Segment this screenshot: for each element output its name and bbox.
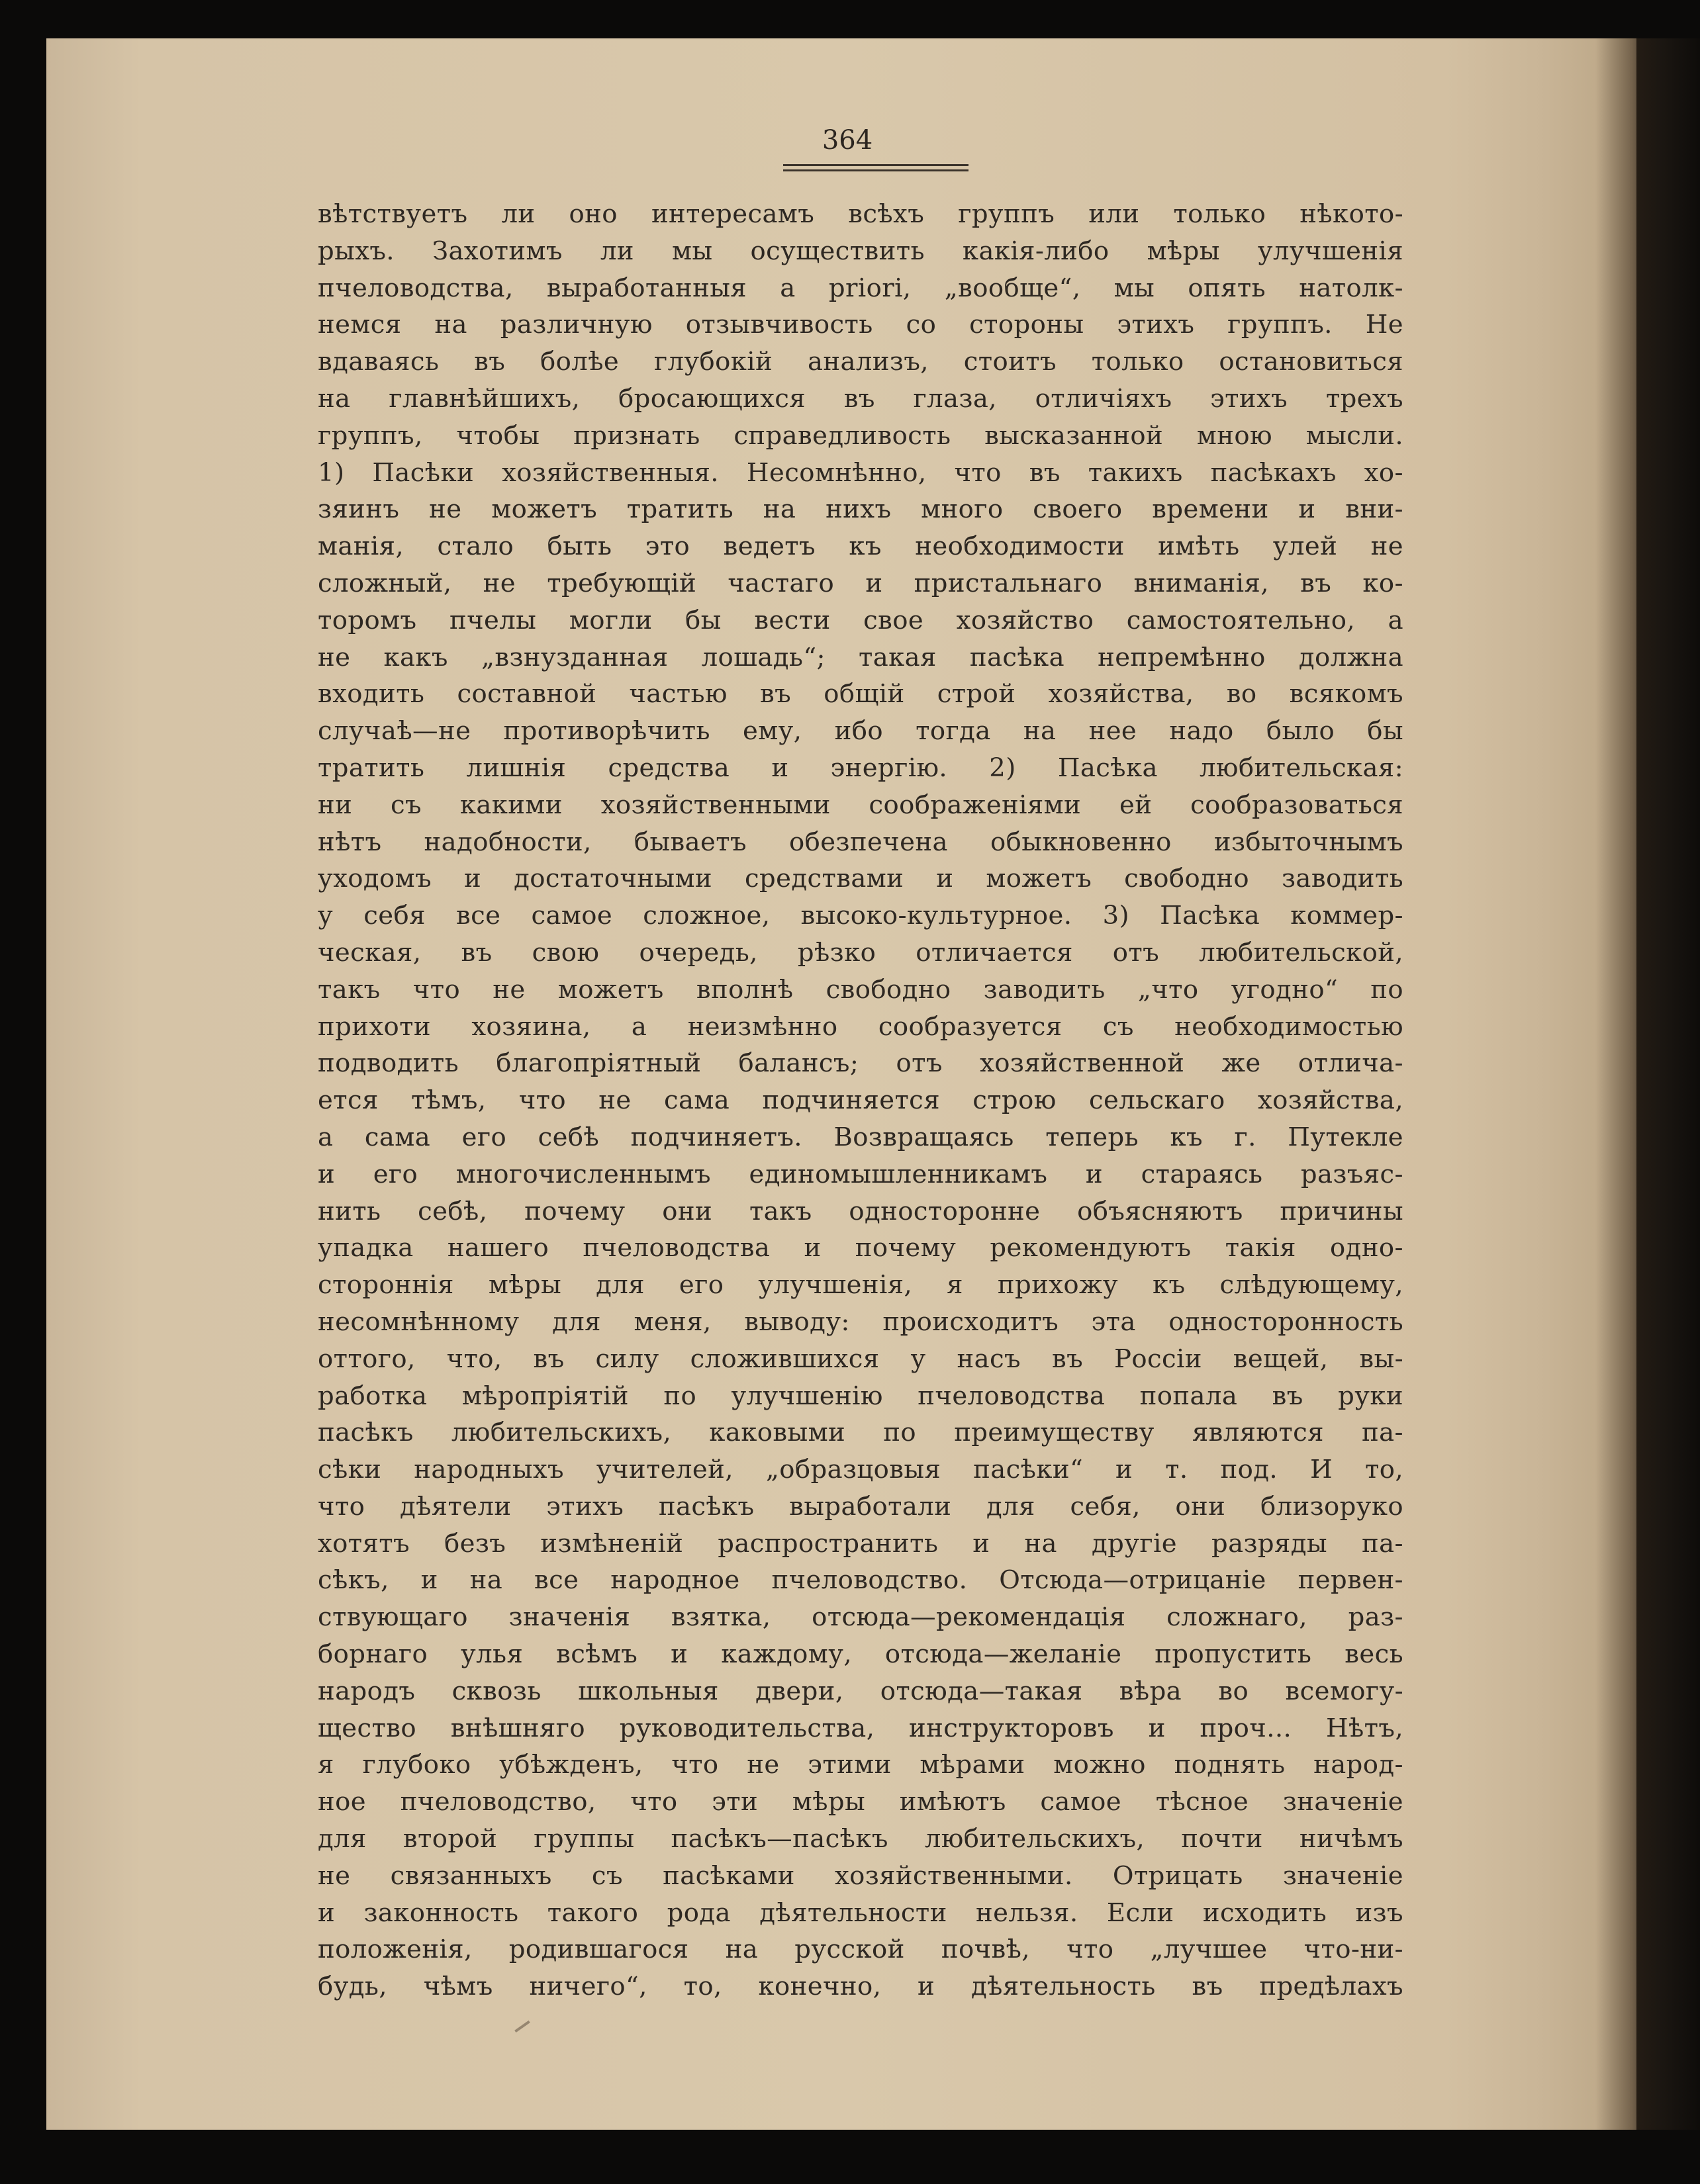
text-line: сѣкъ, и на все народное пчеловодство. Отсюда—отрицаніе первен-	[318, 1565, 1403, 1596]
text-line: для второй группы пасѣкъ—пасѣкъ любительскихъ, почти ничѣмъ	[318, 1824, 1403, 1854]
text-line: стороннія мѣры для его улучшенія, я прихожу къ слѣдующему,	[318, 1270, 1403, 1300]
text-line: оттого, что, въ силу сложившихся у насъ въ Россіи вещей, вы-	[318, 1343, 1403, 1374]
text-line: ется тѣмъ, что не сама подчиняется строю сельскаго хозяйства,	[318, 1085, 1403, 1116]
text-line: торомъ пчелы могли бы вести свое хозяйство самостоятельно, а	[318, 605, 1403, 635]
text-line: сложный, не требующій частаго и пристальнаго вниманія, въ ко-	[318, 568, 1403, 598]
text-line: такъ что не можетъ вполнѣ свободно заводить „что угодно“ по	[318, 974, 1403, 1005]
text-line: работка мѣропріятій по улучшенію пчеловодства попала въ руки	[318, 1381, 1403, 1411]
page-number: 364	[822, 125, 873, 156]
text-line: 1) Пасѣки хозяйственныя. Несомнѣнно, что въ такихъ пасѣкахъ хо-	[318, 457, 1403, 488]
text-line: зяинъ не можетъ тратить на нихъ много своего времени и вни-	[318, 494, 1403, 525]
text-line: ни съ какими хозяйственными соображеніями ей сообразоваться	[318, 790, 1403, 820]
text-line: немся на различную отзывчивость со стороны этихъ группъ. Не	[318, 310, 1403, 340]
page-number-rule-bottom	[783, 169, 968, 171]
text-line: случаѣ—не противорѣчить ему, ибо тогда на нее надо было бы	[318, 716, 1403, 747]
text-line: ное пчеловодство, что эти мѣры имѣютъ самое тѣсное значеніе	[318, 1787, 1403, 1817]
text-line: рыхъ. Захотимъ ли мы осуществить какія-либо мѣры улучшенія	[318, 236, 1403, 266]
text-line: у себя все самое сложное, высоко-культурное. 3) Пасѣка коммер-	[318, 901, 1403, 931]
text-line: манія, стало быть это ведетъ къ необходимости имѣть улей не	[318, 531, 1403, 562]
text-line: прихоти хозяина, а неизмѣнно сообразуется съ необходимостью	[318, 1011, 1403, 1042]
text-line: уходомъ и достаточными средствами и можетъ свободно заводить	[318, 864, 1403, 894]
text-line: не какъ „взнузданная лошадь“; такая пасѣка непремѣнно должна	[318, 642, 1403, 672]
page-number-rule-top	[783, 164, 968, 166]
text-line: нѣтъ надобности, бываетъ обезпечена обыкновенно избыточнымъ	[318, 827, 1403, 857]
text-line: вдаваясь въ болѣе глубокій анализъ, стоитъ только остановиться	[318, 347, 1403, 377]
text-line: на главнѣйшихъ, бросающихся въ глаза, отличіяхъ этихъ трехъ	[318, 383, 1403, 414]
text-line: пасѣкъ любительскихъ, каковыми по преимуществу являются па-	[318, 1418, 1403, 1448]
body-text	[318, 196, 1403, 2042]
text-line: а сама его себѣ подчиняетъ. Возвращаясь теперь къ г. Путекле	[318, 1122, 1403, 1152]
text-line: не связанныхъ съ пасѣками хозяйственными. Отрицать значеніе	[318, 1860, 1403, 1891]
text-line: несомнѣнному для меня, выводу: происходитъ эта односторонность	[318, 1306, 1403, 1337]
text-line: будь, чѣмъ ничего“, то, конечно, и дѣятельность въ предѣлахъ	[318, 1972, 1403, 2002]
text-line: тратить лишнія средства и энергію. 2) Пасѣка любительская:	[318, 752, 1403, 783]
text-line: положенія, родившагося на русской почвѣ, что „лучшее что-ни-	[318, 1934, 1403, 1965]
text-line: подводить благопріятный балансъ; отъ хозяйственной же отлича-	[318, 1048, 1403, 1079]
text-line: борнаго улья всѣмъ и каждому, отсюда—желаніе пропустить весь	[318, 1639, 1403, 1670]
text-line: упадка нашего пчеловодства и почему рекомендуютъ такія одно-	[318, 1233, 1403, 1263]
text-line: и его многочисленнымъ единомышленникамъ и стараясь разъяс-	[318, 1159, 1403, 1189]
text-line: я глубоко убѣжденъ, что не этими мѣрами можно поднять народ-	[318, 1750, 1403, 1780]
text-line: пчеловодства, выработанныя a priori, „вообще“, мы опять натолк-	[318, 273, 1403, 303]
text-line: нить себѣ, почему они такъ односторонне объясняютъ причины	[318, 1196, 1403, 1226]
text-line: что дѣятели этихъ пасѣкъ выработали для себя, они близоруко	[318, 1491, 1403, 1522]
text-line: народъ сквозь школьныя двери, отсюда—такая вѣра во всемогу-	[318, 1676, 1403, 1706]
text-line: вѣтствуетъ ли оно интересамъ всѣхъ группъ или только нѣкото-	[318, 199, 1403, 229]
text-line: и законность такого рода дѣятельности нельзя. Если исходить изъ	[318, 1897, 1403, 1928]
text-line: ческая, въ свою очередь, рѣзко отличается отъ любительской,	[318, 937, 1403, 968]
text-line: группъ, чтобы признать справедливость высказанной мною мысли.	[318, 420, 1403, 451]
page-edge-shadow	[1595, 38, 1700, 2130]
text-line: хотятъ безъ измѣненій распространить и на другіе разряды па-	[318, 1528, 1403, 1559]
text-line: сѣки народныхъ учителей, „образцовыя пасѣки“ и т. под. И то,	[318, 1455, 1403, 1485]
text-line: ствующаго значенія взятка, отсюда—рекомендація сложнаго, раз-	[318, 1602, 1403, 1633]
text-line: входить составной частью въ общій строй хозяйства, во всякомъ	[318, 679, 1403, 709]
text-line: щество внѣшняго руководительства, инструкторовъ и проч... Нѣтъ,	[318, 1713, 1403, 1743]
text-line	[318, 2005, 1403, 2042]
